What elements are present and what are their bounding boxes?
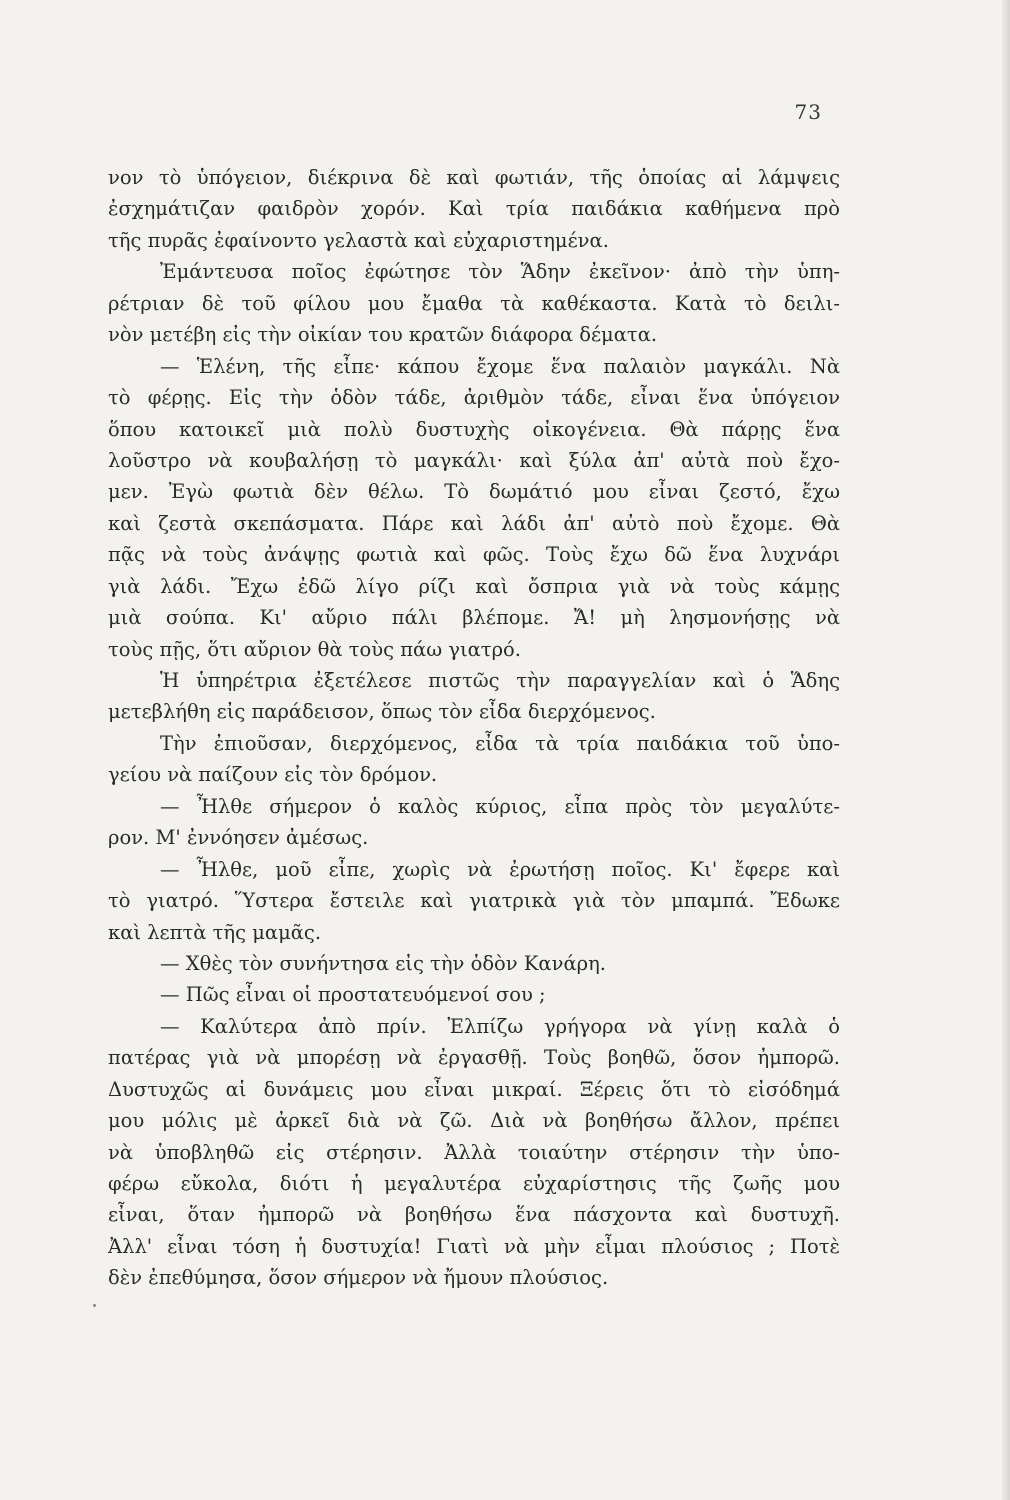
text-line: — Ἦλθε σήμερον ὁ καλὸς κύριος, εἶπα πρὸς τὸν μεγαλύτε-	[160, 794, 840, 818]
text-line: Τὴν ἐπιοῦσαν, διερχόμενος, εἶδα τὰ τρία παιδάκια τοῦ ὑπο-	[160, 731, 840, 755]
text-line: Ἐμάντευσα ποῖος ἐφώτησε τὸν Ἅδην ἐκεῖνον· ἀπὸ τὴν ὑπη-	[160, 260, 840, 284]
text-line: μετεβλήθη εἰς παράδεισον, ὅπως τὸν εἶδα διερχόμενος.	[108, 700, 656, 724]
text-line: — Ἦλθε, μοῦ εἶπε, χωρὶς νὰ ἐρωτήσῃ ποῖος. Κι' ἔφερε καὶ	[160, 857, 840, 881]
text-line: εἶναι, ὅταν ἠμπορῶ νὰ βοηθήσω ἕνα πάσχοντα καὶ δυστυχῆ.	[108, 1203, 840, 1227]
paper-speck	[93, 1304, 96, 1307]
text-line: — Χθὲς τὸν συνήντησα εἰς τὴν ὁδὸν Κανάρη.	[160, 951, 606, 975]
page-number: 73	[794, 100, 822, 124]
text-line: φέρω εὔκολα, διότι ἡ μεγαλυτέρα εὐχαρίστησις τῆς ζωῆς μου	[108, 1172, 840, 1195]
text-line: λοῦστρο νὰ κουβαλήσῃ τὸ μαγκάλι· καὶ ξύλα ἀπ' αὐτὰ ποὺ ἔχο-	[108, 448, 840, 472]
text-line: τὸ φέρῃς. Εἰς τὴν ὁδὸν τάδε, ἀριθμὸν τάδε, εἶναι ἕνα ὑπόγειον	[108, 386, 840, 410]
text-line: Ἡ ὑπηρέτρια ἐξετέλεσε πιστῶς τὴν παραγγελίαν καὶ ὁ Ἅδης	[160, 669, 840, 692]
text-line: μου μόλις μὲ ἀρκεῖ διὰ νὰ ζῶ. Διὰ νὰ βοηθήσω ἄλλον, πρέπει	[108, 1109, 840, 1133]
text-line: ἐσχημάτιζαν φαιδρὸν χορόν. Καὶ τρία παιδάκια καθήμενα πρὸ	[108, 197, 840, 221]
text-line: νον τὸ ὑπόγειον, διέκρινα δὲ καὶ φωτιάν, τῆς ὁποίας αἱ λάμψεις	[108, 166, 840, 189]
text-line: δὲν ἐπεθύμησα, ὅσον σήμερον νὰ ἤμουν πλούσιος.	[108, 1266, 609, 1290]
text-line: τοὺς πῇς, ὅτι αὔριον θὰ τοὺς πάω γιατρό.	[108, 637, 521, 661]
text-line: μιὰ σούπα. Κι' αὔριο πάλι βλέπομε. Ἄ! μὴ λησμονήσῃς νὰ	[108, 606, 840, 630]
text-line: Ἀλλ' εἶναι τόση ἡ δυστυχία! Γιατὶ νὰ μὴν εἶμαι πλούσιος ; Ποτὲ	[108, 1234, 840, 1258]
body-text	[108, 162, 840, 1294]
text-line: — Πῶς εἶναι οἱ προστατευόμενοί σου ;	[160, 983, 546, 1007]
text-line: ρέτριαν δὲ τοῦ φίλου μου ἔμαθα τὰ καθέκαστα. Κατὰ τὸ δειλι-	[108, 291, 840, 315]
text-line: τὸ γιατρό. Ὕστερα ἔστειλε καὶ γιατρικὰ γιὰ τὸν μπαμπά. Ἔδωκε	[108, 889, 840, 913]
text-line: Δυστυχῶς αἱ δυνάμεις μου εἶναι μικραί. Ξέρεις ὅτι τὸ εἰσόδημά	[108, 1077, 840, 1101]
text-line: — Καλύτερα ἀπὸ πρίν. Ἐλπίζω γρήγορα νὰ γίνῃ καλὰ ὁ	[160, 1014, 840, 1038]
text-line: ὅπου κατοικεῖ μιὰ πολὺ δυστυχὴς οἰκογένεια. Θὰ πάρῃς ἕνα	[108, 417, 840, 441]
text-line: πατέρας γιὰ νὰ μπορέσῃ νὰ ἐργασθῇ. Τοὺς βοηθῶ, ὅσον ἠμπορῶ.	[108, 1046, 840, 1070]
text-line: ρον. Μ' ἐννόησεν ἀμέσως.	[108, 826, 369, 850]
text-line: τῆς πυρᾶς ἐφαίνοντο γελαστὰ καὶ εὐχαριστημένα.	[108, 228, 609, 252]
text-line: πᾷς νὰ τοὺς ἀνάψῃς φωτιὰ καὶ φῶς. Τοὺς ἔχω δῶ ἕνα λυχνάρι	[108, 543, 840, 567]
text-line: γείου νὰ παίζουν εἰς τὸν δρόμον.	[108, 763, 438, 787]
text-line: νὰ ὑποβληθῶ εἰς στέρησιν. Ἀλλὰ τοιαύτην στέρησιν τὴν ὑπο-	[108, 1140, 840, 1164]
text-line: — Ἑλένη, τῆς εἶπε· κάπου ἔχομε ἕνα παλαιὸν μαγκάλι. Νὰ	[160, 354, 840, 378]
text-line: γιὰ λάδι. Ἔχω ἐδῶ λίγο ρίζι καὶ ὄσπρια γιὰ νὰ τοὺς κάμῃς	[108, 574, 840, 598]
text-line: μεν. Ἐγὼ φωτιὰ δὲν θέλω. Τὸ δωμάτιό μου εἶναι ζεστό, ἔχω	[108, 480, 840, 504]
text-line: καὶ ζεστὰ σκεπάσματα. Πάρε καὶ λάδι ἀπ' αὐτὸ ποὺ ἔχομε. Θὰ	[108, 511, 840, 535]
text-line: καὶ λεπτὰ τῆς μαμᾶς.	[108, 920, 322, 944]
text-line: νὸν μετέβη εἰς τὴν οἰκίαν του κρατῶν διάφορα δέματα.	[108, 323, 658, 347]
page-binding-edge	[1002, 0, 1010, 1500]
